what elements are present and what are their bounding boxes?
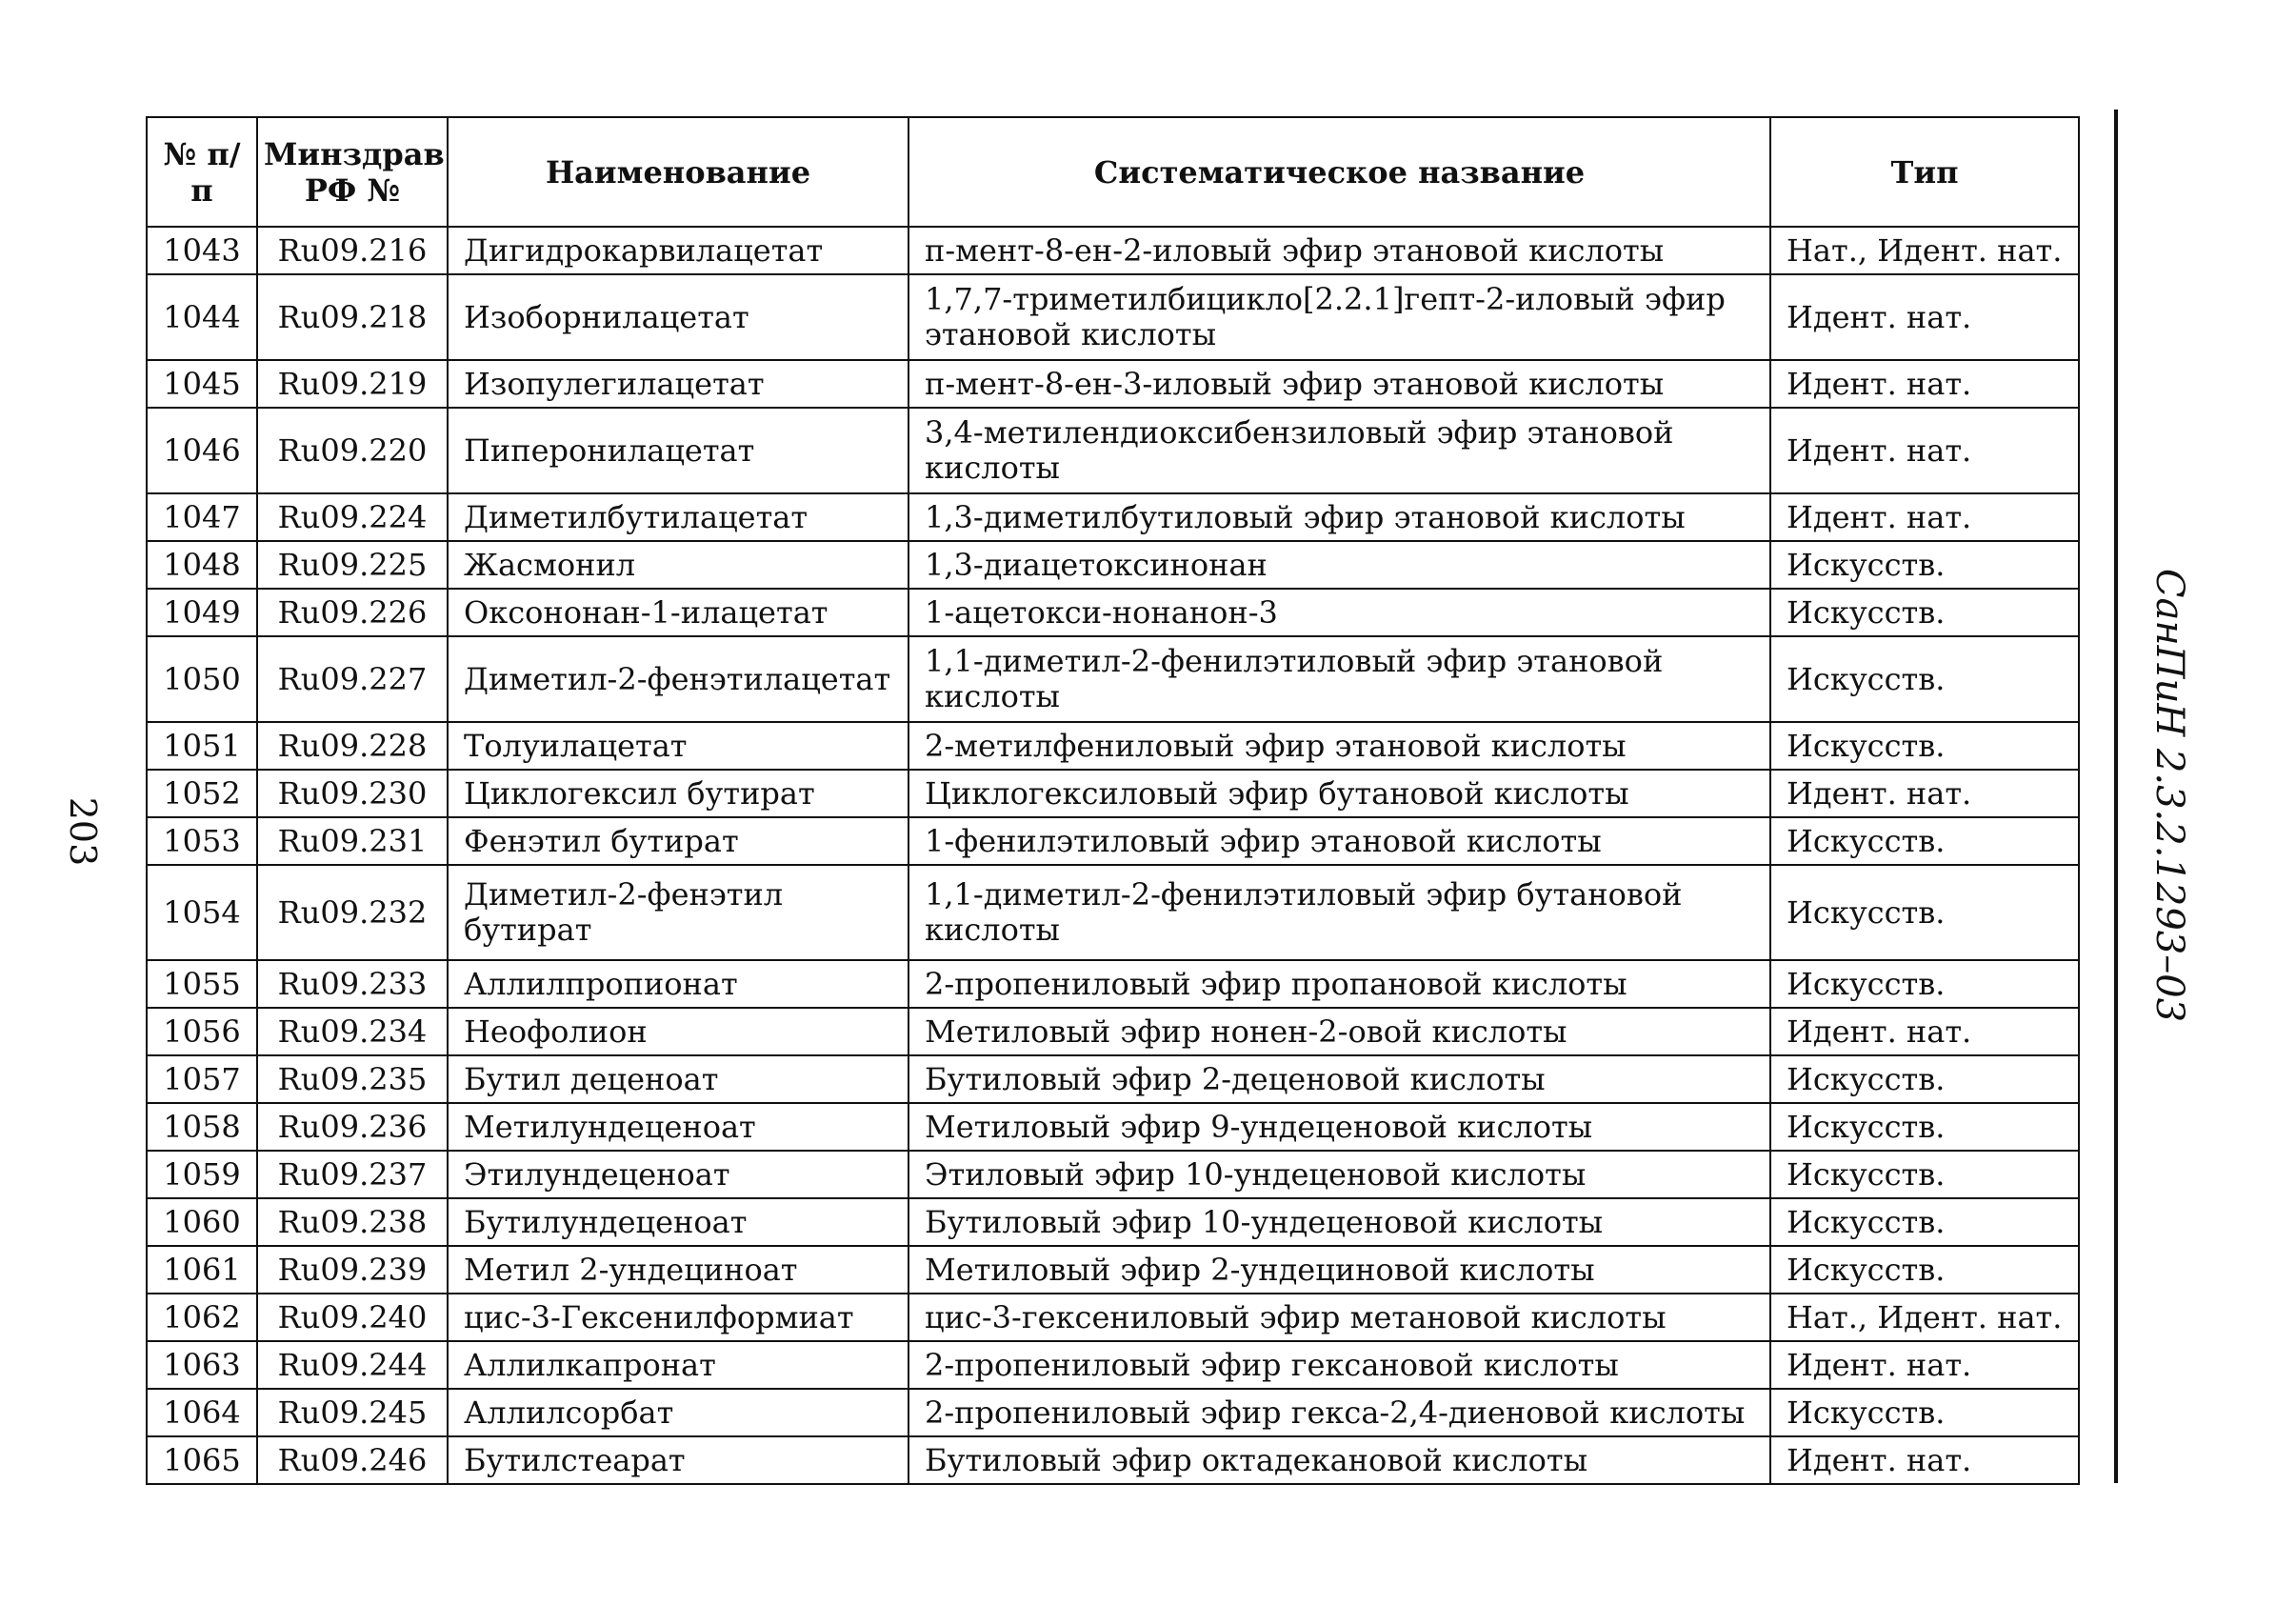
header-num: № п/п [147, 117, 257, 227]
cell-name: Метил 2-ундециноат [448, 1246, 908, 1294]
table-row [147, 1246, 2079, 1294]
cell-code: Ru09.231 [257, 817, 448, 865]
cell-systematic: Метиловый эфир 9-ундеценовой кислоты [908, 1103, 1770, 1151]
cell-name: Пиперонилацетат [448, 408, 908, 493]
header-code: Минздрав РФ № [257, 117, 448, 227]
cell-num: 1052 [147, 770, 257, 817]
cell-name: Изопулегилацетат [448, 360, 908, 408]
cell-type: Искусств. [1770, 1389, 2079, 1436]
cell-type: Искусств. [1770, 1055, 2079, 1103]
cell-code: Ru09.225 [257, 541, 448, 589]
table-row [147, 493, 2079, 541]
cell-systematic: 1-фенилэтиловый эфир этановой кислоты [908, 817, 1770, 865]
cell-name: Дигидрокарвилацетат [448, 227, 908, 274]
cell-name: Оксононан-1-илацетат [448, 589, 908, 636]
cell-name: Бутилстеарат [448, 1436, 908, 1484]
cell-type: Нат., Идент. нат. [1770, 227, 2079, 274]
cell-code: Ru09.228 [257, 722, 448, 770]
cell-num: 1061 [147, 1246, 257, 1294]
cell-systematic: Этиловый эфир 10-ундеценовой кислоты [908, 1151, 1770, 1198]
cell-num: 1045 [147, 360, 257, 408]
cell-code: Ru09.233 [257, 960, 448, 1008]
cell-type: Идент. нат. [1770, 274, 2079, 360]
cell-num: 1051 [147, 722, 257, 770]
cell-num: 1043 [147, 227, 257, 274]
table-row [147, 1294, 2079, 1341]
cell-type: Идент. нат. [1770, 408, 2079, 493]
cell-code: Ru09.224 [257, 493, 448, 541]
cell-num: 1047 [147, 493, 257, 541]
header-systematic: Систематическое название [908, 117, 1770, 227]
table-row [147, 274, 2079, 360]
cell-name: Аллилпропионат [448, 960, 908, 1008]
cell-systematic: Метиловый эфир 2-ундециновой кислоты [908, 1246, 1770, 1294]
cell-name: Этилундеценоат [448, 1151, 908, 1198]
table-body [147, 227, 2079, 1484]
cell-type: Идент. нат. [1770, 1436, 2079, 1484]
cell-code: Ru09.246 [257, 1436, 448, 1484]
cell-num: 1058 [147, 1103, 257, 1151]
cell-systematic: п-мент-8-ен-3-иловый эфир этановой кислоты [908, 360, 1770, 408]
cell-num: 1053 [147, 817, 257, 865]
table-row [147, 1151, 2079, 1198]
cell-num: 1050 [147, 636, 257, 722]
cell-name: Аллилкапронат [448, 1341, 908, 1389]
cell-name: Аллилсорбат [448, 1389, 908, 1436]
cell-systematic: Метиловый эфир нонен-2-овой кислоты [908, 1008, 1770, 1055]
header-type: Тип [1770, 117, 2079, 227]
cell-systematic: цис-3-гексениловый эфир метановой кислоты [908, 1294, 1770, 1341]
cell-num: 1055 [147, 960, 257, 1008]
cell-code: Ru09.238 [257, 1198, 448, 1246]
cell-name: Диметил-2-фенэтилацетат [448, 636, 908, 722]
cell-code: Ru09.240 [257, 1294, 448, 1341]
cell-type: Искусств. [1770, 722, 2079, 770]
cell-type: Идент. нат. [1770, 360, 2079, 408]
table-header-row [147, 117, 2079, 227]
substances-table [146, 116, 2080, 1485]
table-row [147, 1198, 2079, 1246]
cell-code: Ru09.232 [257, 865, 448, 960]
cell-code: Ru09.227 [257, 636, 448, 722]
table-row [147, 636, 2079, 722]
table-row [147, 541, 2079, 589]
cell-name: Бутил деценоат [448, 1055, 908, 1103]
cell-num: 1048 [147, 541, 257, 589]
cell-type: Идент. нат. [1770, 1341, 2079, 1389]
table-row [147, 1103, 2079, 1151]
cell-type: Идент. нат. [1770, 493, 2079, 541]
table-row [147, 722, 2079, 770]
table-row [147, 770, 2079, 817]
cell-name: Циклогексил бутират [448, 770, 908, 817]
cell-code: Ru09.220 [257, 408, 448, 493]
cell-code: Ru09.235 [257, 1055, 448, 1103]
cell-type: Искусств. [1770, 589, 2079, 636]
cell-systematic: 3,4-метилендиоксибензиловый эфир этановой кислоты [908, 408, 1770, 493]
cell-systematic: Циклогексиловый эфир бутановой кислоты [908, 770, 1770, 817]
cell-type: Искусств. [1770, 1103, 2079, 1151]
cell-systematic: 1,7,7-триметилбицикло[2.2.1]гепт-2-иловый эфир этановой кислоты [908, 274, 1770, 360]
cell-type: Искусств. [1770, 960, 2079, 1008]
cell-num: 1056 [147, 1008, 257, 1055]
table-row [147, 1436, 2079, 1484]
cell-num: 1054 [147, 865, 257, 960]
table-row [147, 960, 2079, 1008]
cell-num: 1063 [147, 1341, 257, 1389]
page-number: 203 [62, 796, 104, 867]
cell-systematic: 2-пропениловый эфир гексановой кислоты [908, 1341, 1770, 1389]
cell-systematic: 1,1-диметил-2-фенилэтиловый эфир бутановой кислоты [908, 865, 1770, 960]
header-name: Наименование [448, 117, 908, 227]
cell-code: Ru09.218 [257, 274, 448, 360]
cell-systematic: п-мент-8-ен-2-иловый эфир этановой кислоты [908, 227, 1770, 274]
cell-name: Метилундеценоат [448, 1103, 908, 1151]
cell-type: Нат., Идент. нат. [1770, 1294, 2079, 1341]
cell-type: Искусств. [1770, 1151, 2079, 1198]
cell-name: Диметил-2-фенэтил бутират [448, 865, 908, 960]
cell-systematic: Бутиловый эфир октадекановой кислоты [908, 1436, 1770, 1484]
cell-num: 1044 [147, 274, 257, 360]
table-row [147, 227, 2079, 274]
cell-num: 1057 [147, 1055, 257, 1103]
cell-num: 1046 [147, 408, 257, 493]
cell-code: Ru09.219 [257, 360, 448, 408]
cell-systematic: 1-ацетокси-нонанон-3 [908, 589, 1770, 636]
cell-name: Неофолион [448, 1008, 908, 1055]
cell-name: Бутилундеценоат [448, 1198, 908, 1246]
cell-code: Ru09.245 [257, 1389, 448, 1436]
cell-systematic: 1,3-диметилбутиловый эфир этановой кислоты [908, 493, 1770, 541]
cell-num: 1065 [147, 1436, 257, 1484]
cell-name: цис-3-Гексенилформиат [448, 1294, 908, 1341]
cell-code: Ru09.244 [257, 1341, 448, 1389]
cell-num: 1060 [147, 1198, 257, 1246]
cell-type: Искусств. [1770, 865, 2079, 960]
cell-num: 1059 [147, 1151, 257, 1198]
cell-type: Идент. нат. [1770, 770, 2079, 817]
table-row [147, 589, 2079, 636]
cell-systematic: 2-метилфениловый эфир этановой кислоты [908, 722, 1770, 770]
cell-systematic: 1,1-диметил-2-фенилэтиловый эфир этановой кислоты [908, 636, 1770, 722]
cell-code: Ru09.237 [257, 1151, 448, 1198]
cell-name: Жасмонил [448, 541, 908, 589]
cell-systematic: Бутиловый эфир 10-ундеценовой кислоты [908, 1198, 1770, 1246]
cell-name: Изоборнилацетат [448, 274, 908, 360]
margin-rule [2114, 110, 2118, 1483]
cell-code: Ru09.230 [257, 770, 448, 817]
cell-type: Искусств. [1770, 541, 2079, 589]
table-row [147, 865, 2079, 960]
cell-num: 1064 [147, 1389, 257, 1436]
cell-code: Ru09.226 [257, 589, 448, 636]
cell-name: Фенэтил бутират [448, 817, 908, 865]
cell-systematic: 2-пропениловый эфир пропановой кислоты [908, 960, 1770, 1008]
cell-code: Ru09.236 [257, 1103, 448, 1151]
table-row [147, 817, 2079, 865]
cell-systematic: Бутиловый эфир 2-деценовой кислоты [908, 1055, 1770, 1103]
cell-name: Диметилбутилацетат [448, 493, 908, 541]
cell-type: Искусств. [1770, 1198, 2079, 1246]
cell-num: 1062 [147, 1294, 257, 1341]
table-row [147, 1008, 2079, 1055]
cell-systematic: 1,3-диацетоксинонан [908, 541, 1770, 589]
table-row [147, 1389, 2079, 1436]
cell-name: Толуилацетат [448, 722, 908, 770]
cell-type: Искусств. [1770, 1246, 2079, 1294]
table-row [147, 360, 2079, 408]
cell-type: Идент. нат. [1770, 1008, 2079, 1055]
cell-code: Ru09.234 [257, 1008, 448, 1055]
cell-systematic: 2-пропениловый эфир гекса-2,4-диеновой кислоты [908, 1389, 1770, 1436]
cell-code: Ru09.239 [257, 1246, 448, 1294]
cell-code: Ru09.216 [257, 227, 448, 274]
cell-type: Искусств. [1770, 636, 2079, 722]
table-row [147, 1055, 2079, 1103]
cell-type: Искусств. [1770, 817, 2079, 865]
cell-num: 1049 [147, 589, 257, 636]
running-head: СанПиН 2.3.2.1293–03 [2147, 568, 2191, 1023]
table-row [147, 1341, 2079, 1389]
table-row [147, 408, 2079, 493]
